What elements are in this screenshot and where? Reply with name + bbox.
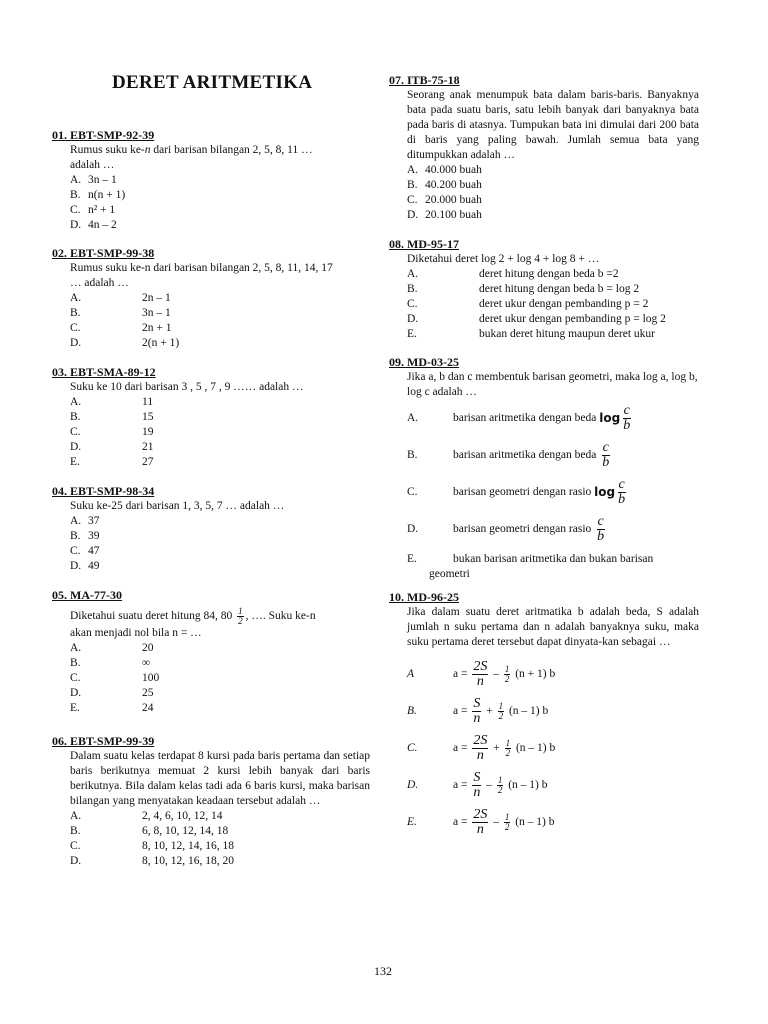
option-d[interactable]: D. deret ukur dengan pembanding p = log 2 [407,313,666,325]
option-a[interactable]: A. barisan aritmetika dengan beda log $\frac{c}{b}$ [407,403,631,433]
option-e[interactable]: E. 24 [70,702,154,714]
option-a[interactable]: A. 2n – 1 [70,292,171,304]
question-header: 01. EBT-SMP-92-39 [52,128,155,142]
question-07 [389,73,699,223]
page-title: DERET ARITMETIKA [112,72,313,93]
option-c[interactable]: C. deret ukur dengan pembanding p = 2 [407,298,649,310]
question-04 [52,484,370,574]
page-number: 132 [374,964,392,978]
question-03 [52,365,370,470]
option-d[interactable]: D. barisan geometri dengan rasio $\frac{c}{b}$ [407,514,605,544]
question-text: Dalam suatu kelas terdapat 8 kursi pada baris pertama dan setiap baris berikutnya memuat 2 kursi lebih banyak dari baris berikutnya. Bila dalam kelas tadi ada 6 baris kursi, maka barisan bilangan yang menyatakan keadaan tersebut adalah … [70,750,370,807]
fraction-one-half: $\frac{1}{2}$ [504,812,510,832]
question-header: 07. ITB-75-18 [389,73,460,87]
fraction-term: $\frac{2S}{n}$ [473,807,488,837]
option-a[interactable]: A. 2, 4, 6, 10, 12, 14 [70,810,223,822]
option-a[interactable]: A. 11 [70,396,154,408]
question-header: 08. MD-95-17 [389,237,459,251]
option-a[interactable]: A. 3n – 1 [70,174,117,186]
option-b[interactable]: B. deret hitung dengan beda b = log 2 [407,283,640,295]
option-b[interactable]: B. n(n + 1) [70,189,126,201]
option-d[interactable]: D. 4n – 2 [70,219,117,231]
question-02 [52,246,370,351]
option-b[interactable]: B. ∞ [70,657,151,669]
question-header: 09. MD-03-25 [389,355,459,369]
fraction-one-half: $\frac{1}{2}$ [504,664,510,684]
option-c[interactable]: C. 2n + 1 [70,322,172,334]
fraction-one-half: $\frac{1}{2}$ [505,738,511,758]
log-word: log [599,411,621,425]
question-header: 10. MD-96-25 [389,590,459,604]
question-05 [52,588,370,716]
question-06 [52,734,370,869]
question-text: Diketahui suatu deret hitung 84, 80 $\frac{1}{2}$ , …. Suku ke-n akan menjadi nol bila n = … [70,606,316,639]
question-header: 02. EBT-SMP-99-38 [52,246,155,260]
fraction-term: $\frac{S}{n}$ [473,770,481,800]
question-09 [389,355,699,582]
question-header: 04. EBT-SMP-98-34 [52,484,155,498]
option-d[interactable]: D. 49 [70,560,100,572]
question-text: Rumus suku ke-n dari barisan bilangan 2, 5, 8, 11, 14, 17 … adalah … [70,262,333,289]
question-text: Diketahui deret log 2 + log 4 + log 8 + … [407,253,600,265]
question-10 [389,590,699,841]
option-b[interactable]: B. 39 [70,530,100,542]
option-b[interactable]: B. barisan aritmetika dengan beda $\frac{c}{b}$ [407,440,610,470]
option-b[interactable]: B. 15 [70,411,154,423]
option-b[interactable]: B. a = $\frac{S}{n}$ + $\frac{1}{2}$ (n – 1) b [407,696,549,726]
option-d[interactable]: D. 20.100 buah [407,209,482,221]
question-text: Jika dalam suatu deret aritmatika b adalah beda, S adalah jumlah n suku pertama dan n adalah banyaknya suku, maka suku pertama deret tersebut dapat dinyata-kan sebagai … [407,606,699,648]
option-d[interactable]: D. 21 [70,441,154,453]
question-01 [52,128,370,233]
question-text: Suku ke-25 dari barisan 1, 3, 5, 7 … adalah … [70,500,285,512]
option-c[interactable]: C. 19 [70,426,154,438]
question-text: Rumus suku ke-n dari barisan bilangan 2, 5, 8, 11 … adalah … [70,144,313,171]
option-e[interactable]: E. 27 [70,456,154,468]
formula-options [389,656,699,841]
fraction-c-over-b: $\frac{c}{b}$ [602,440,610,470]
option-c[interactable]: C. 8, 10, 12, 14, 16, 18 [70,840,234,852]
option-b[interactable]: B. 3n – 1 [70,307,171,319]
option-d[interactable]: D. a = $\frac{S}{n}$ – $\frac{1}{2}$ (n – 1) b [407,770,548,800]
option-c[interactable]: C. 20.000 buah [407,194,482,206]
option-b[interactable]: B. 40.200 buah [407,179,482,191]
question-text: Jika a, b dan c membentuk barisan geometri, maka log a, log b, log c adalah … [407,371,698,398]
fraction-c-over-b: $\frac{c}{b}$ [623,403,631,433]
option-d[interactable]: D. 2(n + 1) [70,337,180,349]
option-a[interactable]: A a = $\frac{2S}{n}$ – $\frac{1}{2}$ (n + 1) b [407,659,556,689]
option-c[interactable]: C. 100 [70,672,160,684]
option-a[interactable]: A. deret hitung dengan beda b =2 [407,268,619,280]
option-c[interactable]: C. n² + 1 [70,204,116,216]
log-word: log [594,485,616,499]
fraction-c-over-b: $\frac{c}{b}$ [597,514,605,544]
option-d[interactable]: D. 8, 10, 12, 16, 18, 20 [70,855,234,867]
question-header: 06. EBT-SMP-99-39 [52,734,155,748]
question-text: Suku ke 10 dari barisan 3 , 5 , 7 , 9 …… adalah … [70,381,304,393]
question-header: 05. MA-77-30 [52,588,122,602]
option-c[interactable]: C. 47 [70,545,100,557]
fraction-c-over-b: $\frac{c}{b}$ [618,477,626,507]
option-e-continued: geometri [429,568,470,580]
option-d[interactable]: D. 25 [70,687,154,699]
fraction-term: $\frac{2S}{n}$ [473,733,488,763]
fraction-one-half: $\frac{1}{2}$ [497,775,503,795]
option-c[interactable]: C. barisan geometri dengan rasio log $\frac{c}{b}$ [407,477,626,507]
option-b[interactable]: B. 6, 8, 10, 12, 14, 18 [70,825,229,837]
fraction-term: $\frac{S}{n}$ [473,696,481,726]
option-e[interactable]: E. bukan deret hitung maupun deret ukur [407,328,655,340]
option-c[interactable]: C. a = $\frac{2S}{n}$ + $\frac{1}{2}$ (n – 1) b [407,733,556,763]
option-a[interactable]: A. 20 [70,642,154,654]
fraction-one-half: $\frac{1}{2}$ [498,701,504,721]
question-header: 03. EBT-SMA-89-12 [52,365,156,379]
fraction-one-half: $\frac{1}{2}$ [238,606,243,626]
option-e[interactable]: E. bukan barisan aritmetika dan bukan barisan [407,553,654,565]
option-e[interactable]: E. a = $\frac{2S}{n}$ – $\frac{1}{2}$ (n – 1) b [407,807,555,837]
option-a[interactable]: A. 40.000 buah [407,164,482,176]
question-text: Seorang anak menumpuk bata dalam baris-baris. Banyaknya bata pada suatu baris, satu lebih banyak dari banyaknya bata pada baris di atasnya. Tumpukan bata ini dimulai dari 200 bata di baris yang paling bawah. Jumlah semua bata yang ditumpukkan adalah … [407,89,699,161]
question-08 [389,237,699,342]
fraction-term: $\frac{2S}{n}$ [473,659,488,689]
option-a[interactable]: A. 37 [70,515,100,527]
